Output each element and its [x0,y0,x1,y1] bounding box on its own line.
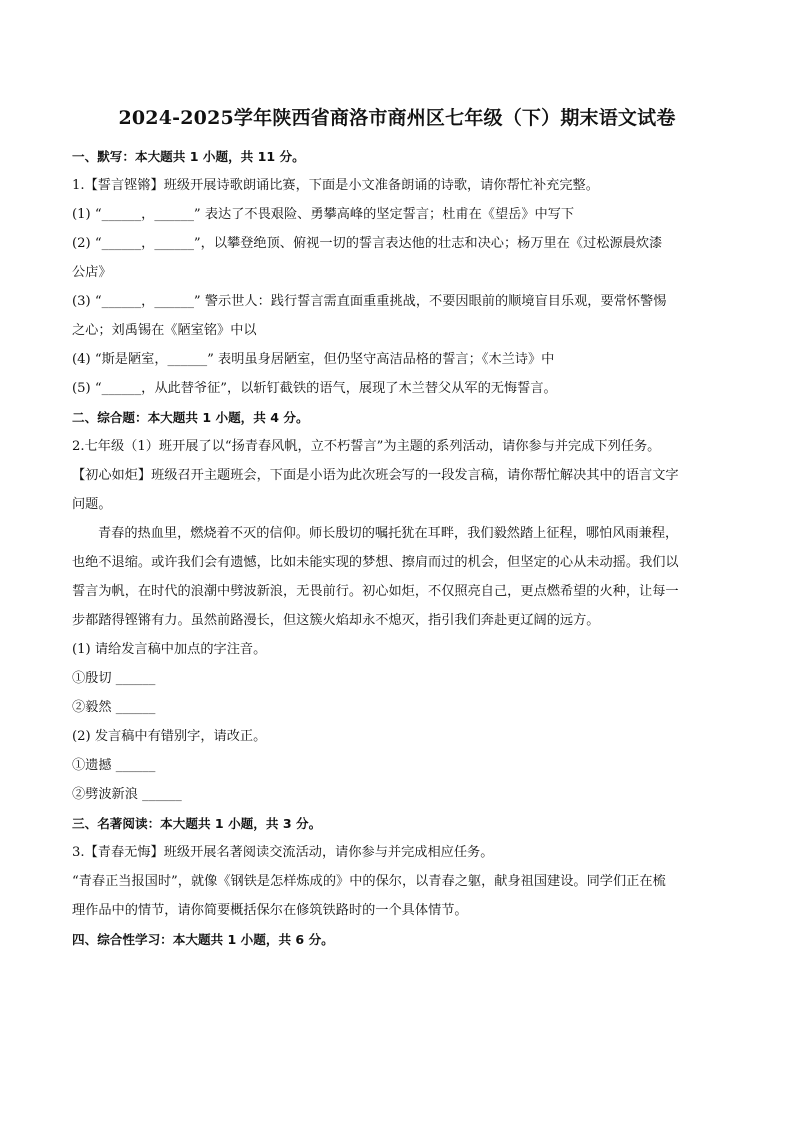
text-line: 公店》 [72,265,112,280]
text-line: ②劈波新浪 ______ [72,787,182,802]
text-line: (1) “______，______” 表达了不畏艰险、勇攀高峰的坚定誓言；杜甫在《望岳》中写下 [72,207,575,222]
text-line: (3) “______，______” 警示世人：践行誓言需直面重重挑战，不要因眼前的顺境盲目乐观，要常怀警惕 [72,294,667,309]
text-line: ②毅然 ______ [72,700,156,715]
section-heading: 四、综合性学习：本大题共 1 小题，共 6 分。 [72,932,334,947]
text-line: 誓言为帆，在时代的浪潮中劈波新浪，无畏前行。初心如炬，不仅照亮自己，更点燃希望的火种，让每一 [72,584,679,599]
text-line: 【初心如炬】班级召开主题班会，下面是小语为此次班会写的一段发言稿，请你帮忙解决其中的语言文字 [72,468,679,483]
text-line: 2.七年级（1）班开展了以“扬青春风帆，立不朽誓言”为主题的系列活动，请你参与并完成下列任务。 [72,439,661,454]
text-line: (1) 请给发言稿中加点的字注音。 [72,642,267,657]
text-line: 也绝不退缩。或许我们会有遗憾，比如未能实现的梦想、擦肩而过的机会，但坚定的心从未动摇。我们以 [72,555,679,570]
text-line: 理作品中的情节，请你简要概括保尔在修筑铁路时的一个具体情节。 [72,903,468,918]
text-line: 青春的热血里，燃烧着不灭的信仰。师长殷切的嘱托犹在耳畔，我们毅然踏上征程，哪怕风雨兼程， [98,526,679,541]
text-line: (2) 发言稿中有错别字，请改正。 [72,729,267,744]
section-heading: 一、默写：本大题共 1 小题，共 11 分。 [72,149,305,164]
text-line: 问题。 [72,497,112,512]
exam-content [72,142,722,954]
section-heading: 三、名著阅读：本大题共 1 小题，共 3 分。 [72,816,322,831]
text-line: 3.【青春无悔】班级开展名著阅读交流活动，请你参与并完成相应任务。 [72,845,494,860]
section-heading: 二、综合题：本大题共 1 小题，共 4 分。 [72,410,309,425]
text-line: “青春正当报国时”，就像《钢铁是怎样炼成的》中的保尔，以青春之躯，献身祖国建设。同学们正在梳 [72,874,666,889]
text-line: (5) “______，从此替爷征”，以斩钉截铁的语气，展现了木兰替父从军的无悔誓言。 [72,381,557,396]
text-line: (2) “______，______”，以攀登绝顶、俯视一切的誓言表达他的壮志和决心；杨万里在《过松源晨炊漆 [72,236,663,251]
text-line: ①遗撼 ______ [72,758,156,773]
exam-title: 2024-2025学年陕西省商洛市商州区七年级（下）期末语文试卷 [118,107,676,129]
text-line: 之心；刘禹锡在《陋室铭》中以 [72,323,257,338]
text-line: 1.【誓言铿锵】班级开展诗歌朗诵比赛，下面是小文准备朗诵的诗歌，请你帮忙补充完整。 [72,178,599,193]
text-line: (4) “斯是陋室，______” 表明虽身居陋室，但仍坚守高洁品格的誓言；《木兰诗》中 [72,352,555,367]
text-line: 步都踏得铿锵有力。虽然前路漫长，但这簇火焰却永不熄灭，指引我们奔赴更辽阔的远方。 [72,613,600,628]
text-line: ①殷切 ______ [72,671,156,686]
